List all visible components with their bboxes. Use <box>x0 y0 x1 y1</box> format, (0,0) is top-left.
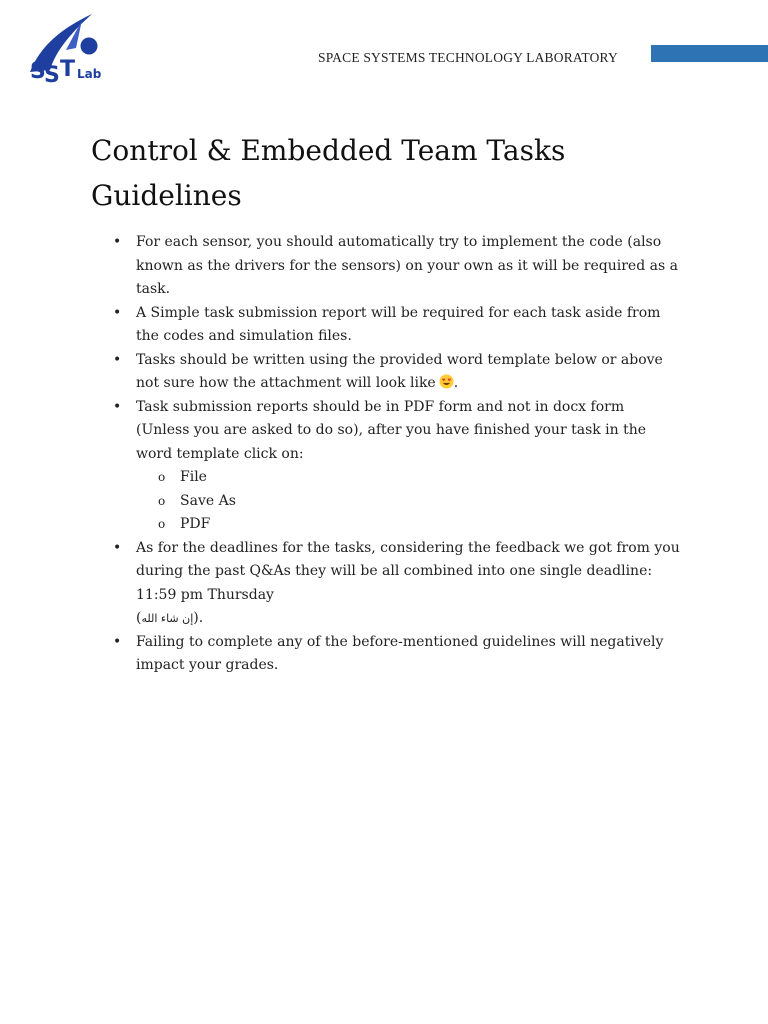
step-item <box>136 513 681 537</box>
smiling-face-with-heart-eyes-icon <box>439 374 454 389</box>
list-item <box>91 631 681 678</box>
circle-bullet-icon: o <box>158 517 166 531</box>
arabic-phrase: إن شاء الله <box>141 612 194 625</box>
bullet-icon: • <box>113 234 122 250</box>
circle-bullet-icon: o <box>158 493 166 508</box>
step-label: PDF <box>180 516 211 532</box>
sst-lab-logo <box>26 12 106 90</box>
svg-text:S: S <box>30 59 46 84</box>
list-item <box>91 231 681 302</box>
step-label: File <box>180 469 207 485</box>
list-item-text: Failing to complete any of the before-mentioned guidelines will negatively impact your grades. <box>136 633 664 673</box>
steps-list <box>136 466 681 537</box>
paren-open: ( <box>136 610 142 626</box>
bullet-icon: • <box>113 398 122 415</box>
list-item <box>91 396 681 537</box>
lab-name: SPACE SYSTEMS TECHNOLOGY LABORATORY <box>318 50 618 65</box>
guidelines-list <box>91 231 691 678</box>
list-item-text-end: . <box>453 375 459 391</box>
svg-text:T: T <box>60 57 76 82</box>
list-item-text: Tasks should be written using the provided word template below or above not sure how the attachment will look like <box>136 351 663 391</box>
svg-text:Lab: Lab <box>77 67 102 81</box>
page-title: Control & Embedded Team Tasks Guidelines <box>91 134 566 212</box>
list-item <box>91 537 681 631</box>
paren-close: ). <box>193 610 204 626</box>
circle-bullet-icon: o <box>158 470 166 484</box>
bullet-icon: • <box>113 633 122 650</box>
svg-text:S: S <box>44 63 60 88</box>
list-item-text: A Simple task submission report will be required for each task aside from the codes and simulation files. <box>136 304 661 344</box>
step-item <box>136 490 681 514</box>
header-accent-bar <box>651 45 768 62</box>
list-item-text: Task submission reports should be in PDF form and not in docx form (Unless you are asked to do so), after you have finished your task in the word template click on: <box>136 398 647 462</box>
list-item-text: As for the deadlines for the tasks, considering the feedback we got from you during the past Q&As they will be all combined into one single deadline: 11:59 pm Thursday <box>136 539 680 603</box>
list-item-text: For each sensor, you should automatically try to implement the code (also known as the drivers for the sensors) on your own as it will be required as a task. <box>136 234 678 297</box>
list-item <box>91 349 681 396</box>
step-item <box>136 466 681 490</box>
bullet-icon: • <box>113 304 122 321</box>
bullet-icon: • <box>113 351 122 368</box>
list-item <box>91 302 681 349</box>
step-label: Save As <box>180 492 236 509</box>
bullet-icon: • <box>113 539 122 556</box>
